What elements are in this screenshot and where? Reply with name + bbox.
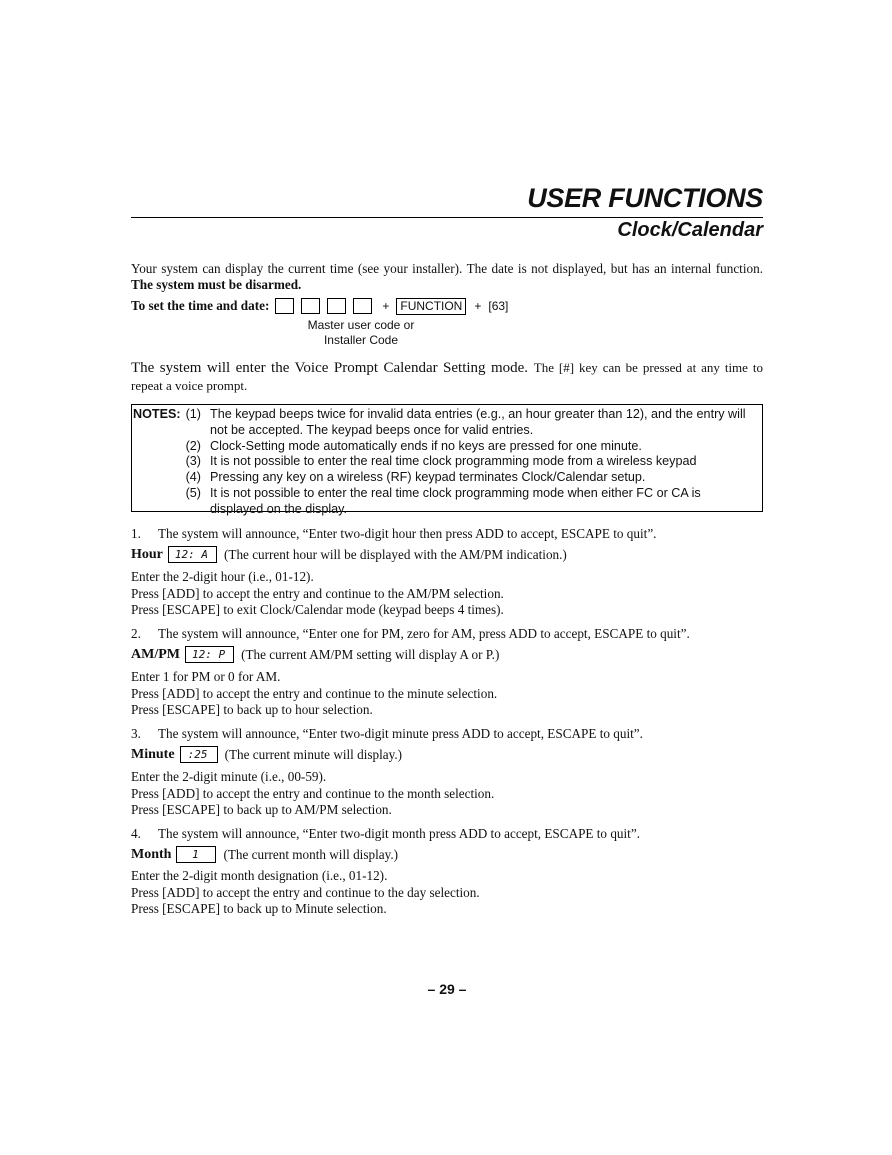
step-announcement xyxy=(131,826,763,842)
note-text: It is not possible to enter the real time clock programming mode when either FC or CA is displayed on the display. xyxy=(210,485,701,516)
field-description: (The current hour will be displayed with the AM/PM indication.) xyxy=(224,547,567,562)
field-description: (The current minute will display.) xyxy=(224,747,403,762)
instruction-line: Press [ESCAPE] to exit Clock/Calendar mode (keypad beeps 4 times). xyxy=(131,602,504,617)
code-caption xyxy=(301,318,421,348)
field-label: Minute xyxy=(131,747,175,762)
note-item xyxy=(132,454,754,470)
header-rule xyxy=(131,217,763,218)
instruction-line: Press [ADD] to accept the entry and continue to the minute selection. xyxy=(131,685,498,701)
field-description: (The current month will display.) xyxy=(223,847,399,862)
step-announcement xyxy=(131,526,763,542)
note-number: (4) xyxy=(185,470,201,485)
section-subtitle: Clock/Calendar xyxy=(617,219,763,241)
code-digit-box xyxy=(301,298,320,314)
instruction-line: Press [ADD] to accept the entry and continue to the AM/PM selection. xyxy=(131,585,504,601)
step-announcement-text: The system will announce, “Enter two-digit month press ADD to accept, ESCAPE to quit”. xyxy=(158,826,640,841)
plus-sign: + xyxy=(382,299,390,313)
instruction-line: Enter the 2-digit month designation (i.e., 01-12). xyxy=(131,868,388,883)
field-label: AM/PM xyxy=(131,647,180,662)
notes-box xyxy=(131,404,763,516)
code-caption-line: Installer Code xyxy=(323,333,399,347)
intro-text: Your system can display the current time (see your installer). The date is not displayed, but has an internal function. xyxy=(131,261,763,276)
note-number: (3) xyxy=(185,454,201,469)
set-time-instruction xyxy=(131,297,508,315)
note-number: (2) xyxy=(185,438,201,453)
field-line-minute xyxy=(131,746,402,763)
note-item xyxy=(132,407,754,439)
step-number: 4. xyxy=(131,826,141,841)
step-number: 3. xyxy=(131,726,141,741)
instruction-line: Press [ESCAPE] to back up to Minute selection. xyxy=(131,901,387,916)
lcd-display: 12: P xyxy=(185,646,234,663)
field-line-ampm xyxy=(131,646,499,663)
step-announcement xyxy=(131,626,763,642)
lcd-display: 12: A xyxy=(168,546,217,563)
instruction-line: Enter the 2-digit hour (i.e., 01-12). xyxy=(131,569,314,584)
section-title: USER FUNCTIONS xyxy=(527,183,763,213)
note-item xyxy=(132,439,754,455)
note-item xyxy=(132,470,754,486)
instruction-line: Enter 1 for PM or 0 for AM. xyxy=(131,669,281,684)
field-label: Hour xyxy=(131,547,163,562)
function-code: [63] xyxy=(488,299,509,313)
notes-heading: NOTES: xyxy=(133,407,181,421)
voice-prompt-paragraph xyxy=(131,359,763,394)
step-instructions xyxy=(131,569,504,619)
code-digit-box xyxy=(275,298,294,314)
set-time-label: To set the time and date: xyxy=(131,298,270,313)
instruction-line: Enter the 2-digit minute (i.e., 00-59). xyxy=(131,769,327,784)
instruction-line: Press [ESCAPE] to back up to AM/PM selection. xyxy=(131,802,392,817)
note-number: (1) xyxy=(185,407,201,421)
intro-paragraph xyxy=(131,261,763,293)
field-line-month xyxy=(131,846,398,863)
step-number: 1. xyxy=(131,526,141,541)
step-announcement-text: The system will announce, “Enter one for PM, zero for AM, press ADD to accept, ESCAPE to quit”. xyxy=(158,626,690,641)
step-announcement-text: The system will announce, “Enter two-digit hour then press ADD to accept, ESCAPE to quit”. xyxy=(158,526,657,541)
lcd-display: :25 xyxy=(180,746,218,763)
note-number: (5) xyxy=(185,485,201,500)
code-caption-line: Master user code or xyxy=(307,318,415,332)
code-digit-box xyxy=(353,298,372,314)
lcd-display: 1 xyxy=(176,846,216,863)
step-instructions xyxy=(131,669,497,719)
field-label: Month xyxy=(131,847,172,862)
step-announcement xyxy=(131,726,763,742)
note-text: The keypad beeps twice for invalid data entries (e.g., an hour greater than 12), and the entry will not be accepted. The keypad beeps once for valid entries. xyxy=(210,407,746,437)
intro-emphasis: The system must be disarmed. xyxy=(131,277,302,292)
note-text: It is not possible to enter the real time clock programming mode from a wireless keypad xyxy=(210,454,697,469)
page-number: – 29 – xyxy=(427,981,467,997)
instruction-line: Press [ADD] to accept the entry and continue to the day selection. xyxy=(131,884,480,900)
note-text: Pressing any key on a wireless (RF) keypad terminates Clock/Calendar setup. xyxy=(210,470,646,485)
step-instructions xyxy=(131,769,494,819)
step-announcement-text: The system will announce, “Enter two-digit minute press ADD to accept, ESCAPE to quit”. xyxy=(158,726,643,741)
function-key: FUNCTION xyxy=(396,298,466,315)
code-digit-box xyxy=(327,298,346,314)
voice-prompt-rest: The [#] key can be pressed at any time to repeat a voice prompt. xyxy=(131,360,763,393)
field-line-hour xyxy=(131,546,567,563)
note-item xyxy=(132,486,754,518)
step-instructions xyxy=(131,868,480,918)
instruction-line: Press [ESCAPE] to back up to hour selection. xyxy=(131,702,373,717)
instruction-line: Press [ADD] to accept the entry and continue to the month selection. xyxy=(131,785,495,801)
note-text: Clock-Setting mode automatically ends if no keys are pressed for one minute. xyxy=(210,438,642,453)
step-number: 2. xyxy=(131,626,141,641)
plus-sign: + xyxy=(474,299,482,313)
voice-prompt-lead: The system will enter the Voice Prompt Calendar Setting mode. xyxy=(131,360,529,376)
field-description: (The current AM/PM setting will display A or P.) xyxy=(241,647,500,662)
